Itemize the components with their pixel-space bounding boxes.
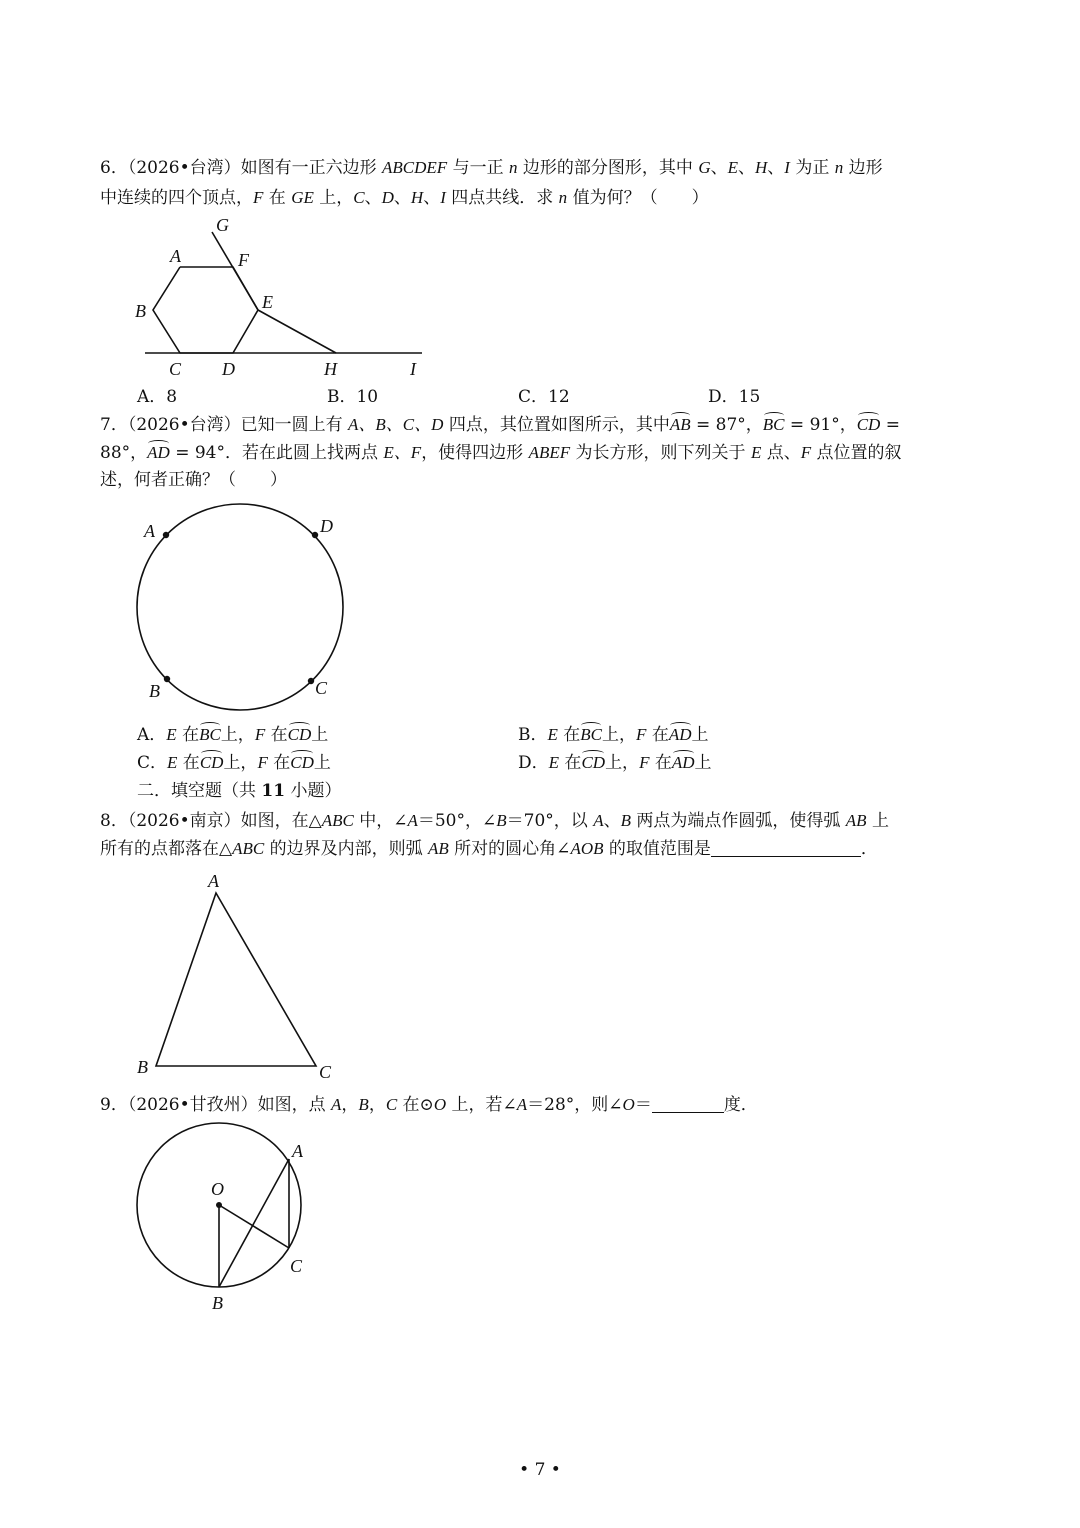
label-c: C bbox=[290, 1256, 303, 1276]
label-a: A bbox=[170, 246, 181, 266]
label-h: H bbox=[324, 359, 337, 379]
label-c: C bbox=[319, 1062, 332, 1082]
label-c: C bbox=[315, 678, 328, 698]
label-b: B bbox=[149, 681, 160, 701]
label-i: I bbox=[410, 359, 416, 379]
q7-line3: 述，何者正确？（ ） bbox=[100, 470, 287, 490]
label-c: C bbox=[169, 359, 182, 379]
q7-line2: 88°，AD = 94°．若在此圆上找两点 E、F，使得四边形 ABEF 为长方形，则下列关于 E 点、F 点位置的叙 bbox=[100, 443, 902, 463]
q6-line2: 中连续的四个顶点，F 在 GE 上，C、D、H、I 四点共线．求 n 值为何？（ ） bbox=[100, 188, 709, 208]
page-number: • 7 • bbox=[519, 1460, 561, 1480]
q6-line1: 6．（2026•台湾）如图有一正六边形 ABCDEF 与一正 n 边形的部分图形，其中 G、E、H、I 为正 n 边形 bbox=[100, 158, 883, 178]
q8-line2: 所有的点都落在△ABC 的边界及内部，则弧 AB 所对的圆心角∠AOB 的取值范围是 ． bbox=[100, 839, 878, 859]
label-f: F bbox=[238, 250, 249, 270]
q6-option-c: C．12 bbox=[518, 387, 570, 407]
q9-line1: 9．（2026•甘孜州）如图，点 A，B，C 在⊙O 上，若∠A＝28°，则∠O＝ 度． bbox=[100, 1095, 758, 1115]
label-a: A bbox=[144, 521, 155, 541]
q7-option-d: D．E 在CD上，F 在AD上 bbox=[518, 753, 712, 773]
label-e: E bbox=[262, 292, 273, 312]
label-g: G bbox=[216, 215, 229, 235]
q6-option-a: A．8 bbox=[137, 387, 178, 407]
label-a: A bbox=[292, 1141, 303, 1161]
segment-ba bbox=[219, 1159, 289, 1287]
q8-line1: 8．（2026•南京）如图，在△ABC 中，∠A＝50°，∠B＝70°，以 A、B 两点为端点作圆弧，使得弧 AB 上 bbox=[100, 811, 889, 831]
q7-option-c: C．E 在CD上，F 在CD上 bbox=[137, 753, 331, 773]
label-d: D bbox=[320, 516, 333, 536]
q6-option-d: D．15 bbox=[708, 387, 761, 407]
center-point-o bbox=[216, 1202, 222, 1208]
label-b: B bbox=[212, 1293, 223, 1313]
q7-line1: 7．（2026•台湾）已知一圆上有 A、B、C、D 四点，其位置如图所示，其中AB = 87°，BC = 91°，CD = bbox=[100, 415, 900, 435]
q6-option-b: B．10 bbox=[327, 387, 379, 407]
label-b: B bbox=[135, 301, 146, 321]
label-d: D bbox=[222, 359, 235, 379]
label-b: B bbox=[137, 1057, 148, 1077]
section-heading: 二．填空题（共 11 小题） bbox=[137, 781, 342, 801]
label-o: O bbox=[211, 1179, 224, 1199]
q7-option-a: A．E 在BC上，F 在CD上 bbox=[137, 725, 329, 745]
q7-option-b: B．E 在BC上，F 在AD上 bbox=[518, 725, 709, 745]
label-a: A bbox=[208, 871, 219, 891]
segment-oc bbox=[219, 1205, 289, 1248]
